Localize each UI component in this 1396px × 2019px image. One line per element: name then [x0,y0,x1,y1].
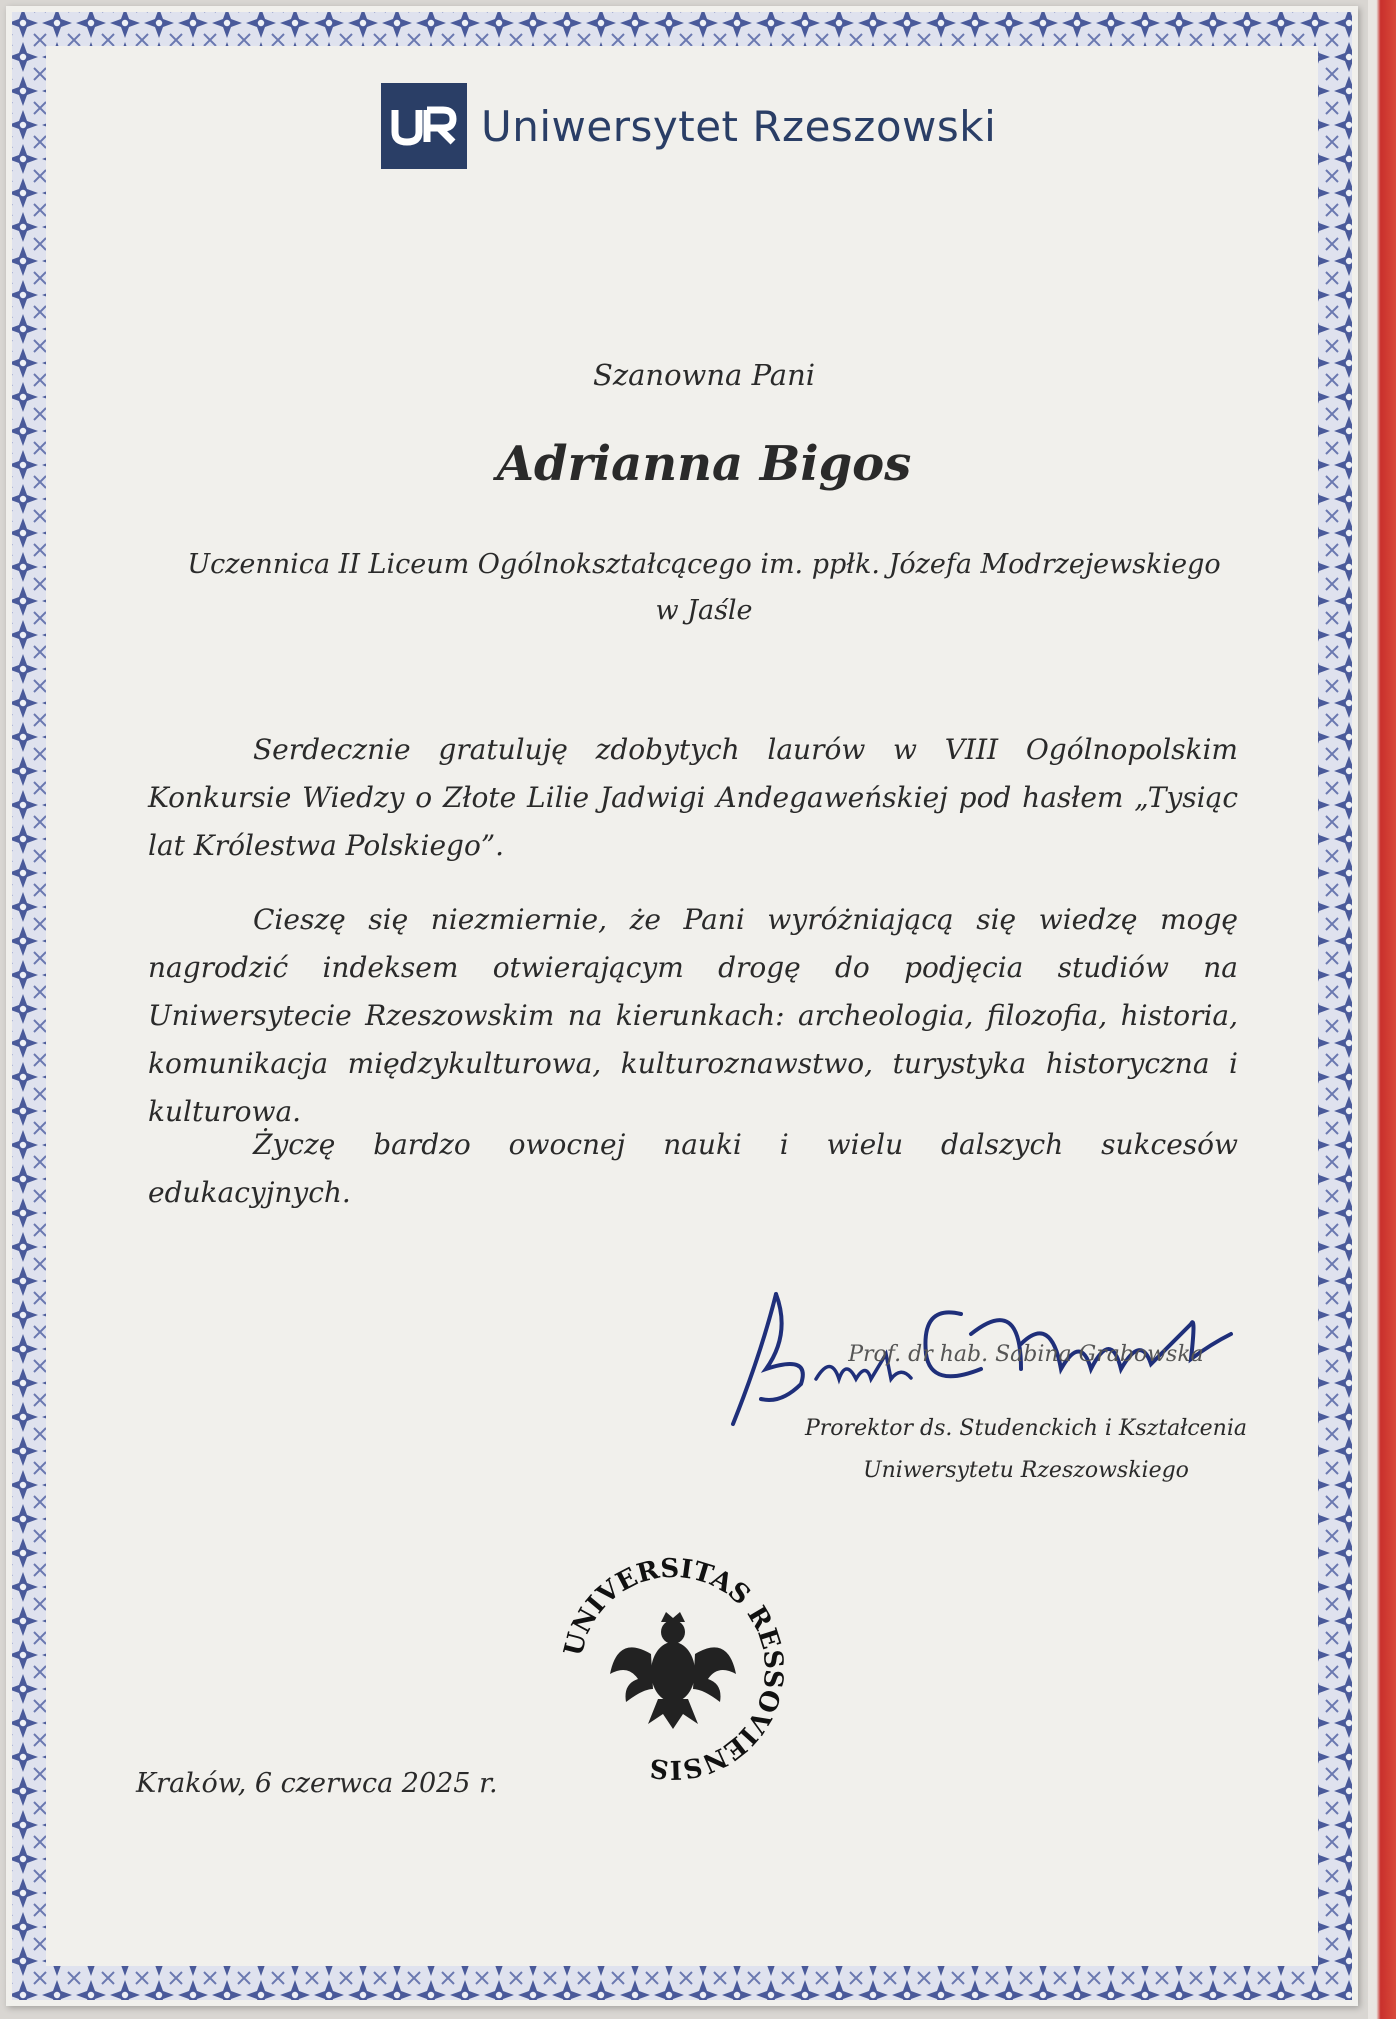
signer-role [766,1408,1286,1492]
ur-logo-icon [381,83,467,169]
signer-role-line-2: Uniwersytetu Rzeszowskiego [863,1458,1189,1483]
paragraph-award: Cieszę się niezmiernie, że Pani wyróżniającą się wiedzę mogę nagrodzić indeksem otwierającym drogę do podjęcia studiów na Uniwersytecie Rzeszowskim na kierunkach: archeologia, filozofia, historia, komunikacja międzykulturowa, kulturoznawstwo, turystyka historyczna i kulturowa. [148,903,1238,1128]
seal-text: UNIVERSITAS RESSOVIENSIS [558,1554,788,1784]
paragraph-wishes: Życzę bardzo owocnej nauki i wielu dalszych sukcesów edukacyjnych. [148,1128,1238,1209]
signer-name: Prof. dr hab. Sabina Grabowska [848,1342,1204,1367]
eagle-emblem-icon [610,1612,736,1729]
university-name: Uniwersytet Rzeszowski [481,101,997,151]
signer-role-line-1: Prorektor ds. Studenckich i Kształcenia [804,1416,1247,1441]
recipient-name: Adrianna Bigos [496,436,912,492]
place-and-date: Kraków, 6 czerwca 2025 r. [136,1768,498,1799]
certificate-sheet [6,6,1358,2006]
school-line-2: w Jaśle [655,595,753,626]
school-affiliation [6,542,1396,634]
background-edge [1368,0,1396,2019]
university-seal [558,1554,788,1788]
university-logo [381,83,996,169]
school-line-1: Uczennica II Liceum Ogólnokształcącego im. ppłk. Józefa Modrzejewskiego [187,549,1221,580]
paragraph-congratulations: Serdecznie gratuluję zdobytych laurów w VIII Ogólnopolskim Konkursie Wiedzy o Złote Lilie Jadwigi Andegaweńskiej pod hasłem „Tysiąc lat Królestwa Polskiego”. [148,733,1238,862]
salutation: Szanowna Pani [592,358,816,392]
